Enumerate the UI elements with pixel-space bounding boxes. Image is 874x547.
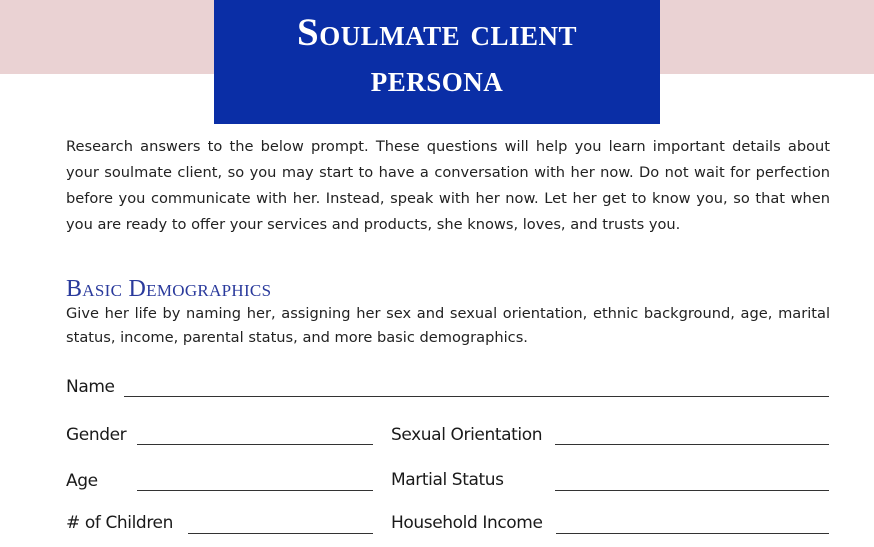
intro-paragraph: Research answers to the below prompt. These questions will help you learn important details about your soulmate client, so you may start to have a conversation with her now. Do not wait for perfection before you communicate with her. Instead, speak with her now. Let her get to know you, so that when you are ready to offer your services and products, she knows, loves, and trusts you. bbox=[66, 138, 830, 233]
section-heading: Basic Demographics bbox=[66, 276, 272, 302]
marital-status-field[interactable] bbox=[555, 490, 829, 491]
title-line-2: persona bbox=[370, 57, 504, 100]
age-field[interactable] bbox=[137, 490, 373, 491]
gender-label: Gender bbox=[66, 425, 127, 445]
household-income-label: Household Income bbox=[391, 513, 543, 533]
age-label: Age bbox=[66, 471, 98, 491]
gender-field[interactable] bbox=[137, 444, 373, 445]
name-label: Name bbox=[66, 377, 115, 397]
page-title bbox=[214, 0, 660, 124]
section-description: Give her life by naming her, assigning her sex and sexual orientation, ethnic background, age, marital status, income, parental status, and more basic demographics. bbox=[66, 305, 830, 346]
children-field[interactable] bbox=[188, 533, 373, 534]
household-income-field[interactable] bbox=[556, 533, 829, 534]
children-label: # of Children bbox=[66, 513, 173, 533]
title-line-1: Soulmate client bbox=[297, 11, 577, 54]
sexual-orientation-label: Sexual Orientation bbox=[391, 425, 543, 445]
name-field[interactable] bbox=[124, 396, 829, 397]
marital-status-label: Martial Status bbox=[391, 470, 504, 490]
sexual-orientation-field[interactable] bbox=[555, 444, 829, 445]
